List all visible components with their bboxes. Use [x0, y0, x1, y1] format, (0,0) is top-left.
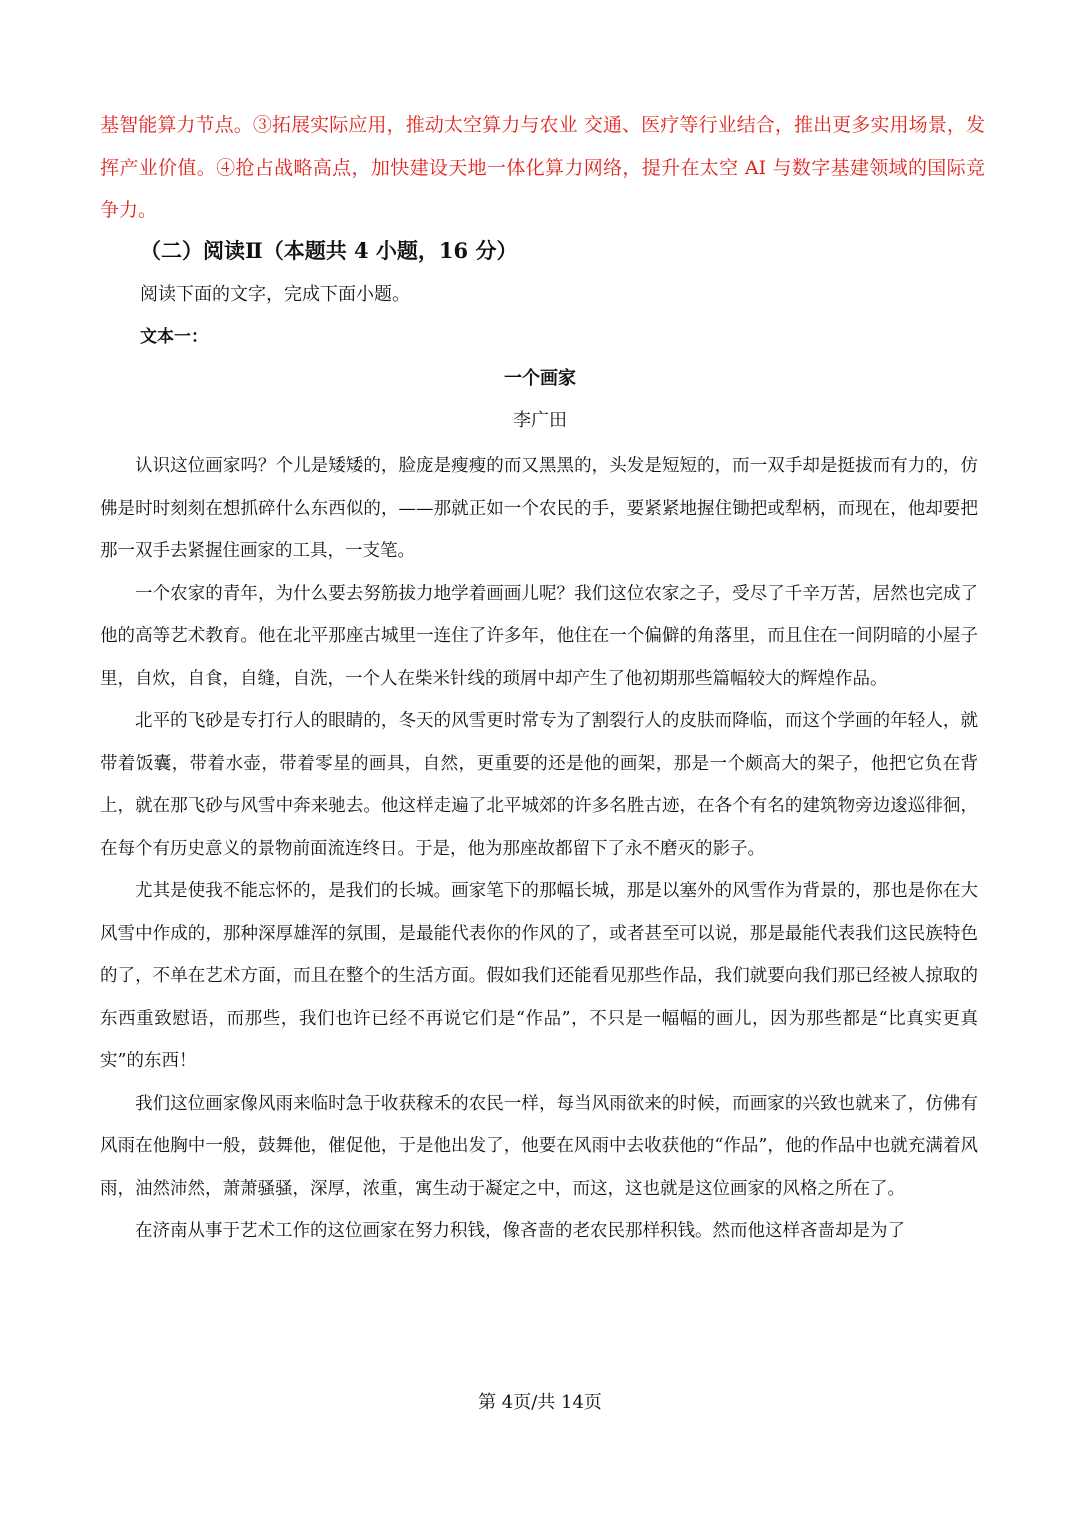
essay-title: 一个画家 [504, 368, 576, 389]
text-label: 文本一： [140, 327, 208, 347]
reading-instruction: 阅读下面的文字，完成下面小题。 [140, 284, 410, 305]
essay-body [100, 445, 978, 1253]
page-number: 第 4页/共 14页 [478, 1392, 602, 1413]
answer-text: 基智能算力节点。③拓展实际应用，推动太空算力与农业 交通、医疗等行业结合，推出更多实用场景，发挥产业价值。④抢占战略高点，加快建设天地一体化算力网络，提升在太空 AI 与数字基建领域的国际竞争力。 [100, 114, 985, 221]
essay-paragraph: 认识这位画家吗？个儿是矮矮的，脸庞是瘦瘦的而又黑黑的，头发是短短的，而一双手却是挺拔而有力的，仿佛是时时刻刻在想抓碎什么东西似的，——那就正如一个农民的手，要紧紧地握住锄把或犁柄，而现在，他却要把那一双手去紧握住画家的工具，一支笔。 [100, 456, 978, 561]
essay-paragraph: 我们这位画家像风雨来临时急于收获稼禾的农民一样，每当风雨欲来的时候，而画家的兴致也就来了，仿佛有风雨在他胸中一般，鼓舞他，催促他，于是他出发了，他要在风雨中去收获他的“作品”，他的作品中也就充满着风雨，油然沛然，萧萧骚骚，深厚，浓重，寓生动于凝定之中，而这，这也就是这位画家的风格之所在了。 [100, 1093, 978, 1199]
essay-paragraph: 在济南从事于艺术工作的这位画家在努力积钱，像吝啬的老农民那样积钱。然而他这样吝啬却是为了 [135, 1221, 905, 1241]
essay-paragraph: 尤其是使我不能忘怀的，是我们的长城。画家笔下的那幅长城，那是以塞外的风雪作为背景的，那也是你在大风雪中作成的，那种深厚雄浑的氛围，是最能代表你的作风的了，或者甚至可以说，那是最能代表我们这民族特色的了，不单在艺术方面，而且在整个的生活方面。假如我们还能看见那些作品，我们就要向我们那已经被人掠取的东西重致慰语，而那些，我们也许已经不再说它们是“作品”，不只是一幅幅的画儿，因为那些都是“比真实更真实”的东西！ [100, 881, 978, 1071]
essay-paragraph: 北平的飞砂是专打行人的眼睛的，冬天的风雪更时常专为了割裂行人的皮肤而降临，而这个学画的年轻人，就带着饭囊，带着水壶，带着零星的画具，自然，更重要的还是他的画架，那是一个颇高大的架子，他把它负在背上，就在那飞砂与风雪中奔来驰去。他这样走遍了北平城郊的许多名胜古迹，在各个有名的建筑物旁边逡巡徘徊，在每个有历史意义的景物前面流连终日。于是，他为那座故都留下了永不磨灭的影子。 [100, 711, 978, 859]
essay-author: 李广田 [513, 410, 567, 431]
section-heading: （二）阅读Ⅱ（本题共 4 小题，16 分） [140, 238, 518, 263]
essay-paragraph: 一个农家的青年，为什么要去努筋拔力地学着画画儿呢？我们这位农家之子，受尽了千辛万苦，居然也完成了他的高等艺术教育。他在北平那座古城里一连住了许多年，他住在一个偏僻的角落里，而且住在一间阴暗的小屋子里，自炊，自食，自缝，自洗，一个人在柴米针线的琐屑中却产生了他初期那些篇幅较大的辉煌作品。 [100, 583, 978, 689]
